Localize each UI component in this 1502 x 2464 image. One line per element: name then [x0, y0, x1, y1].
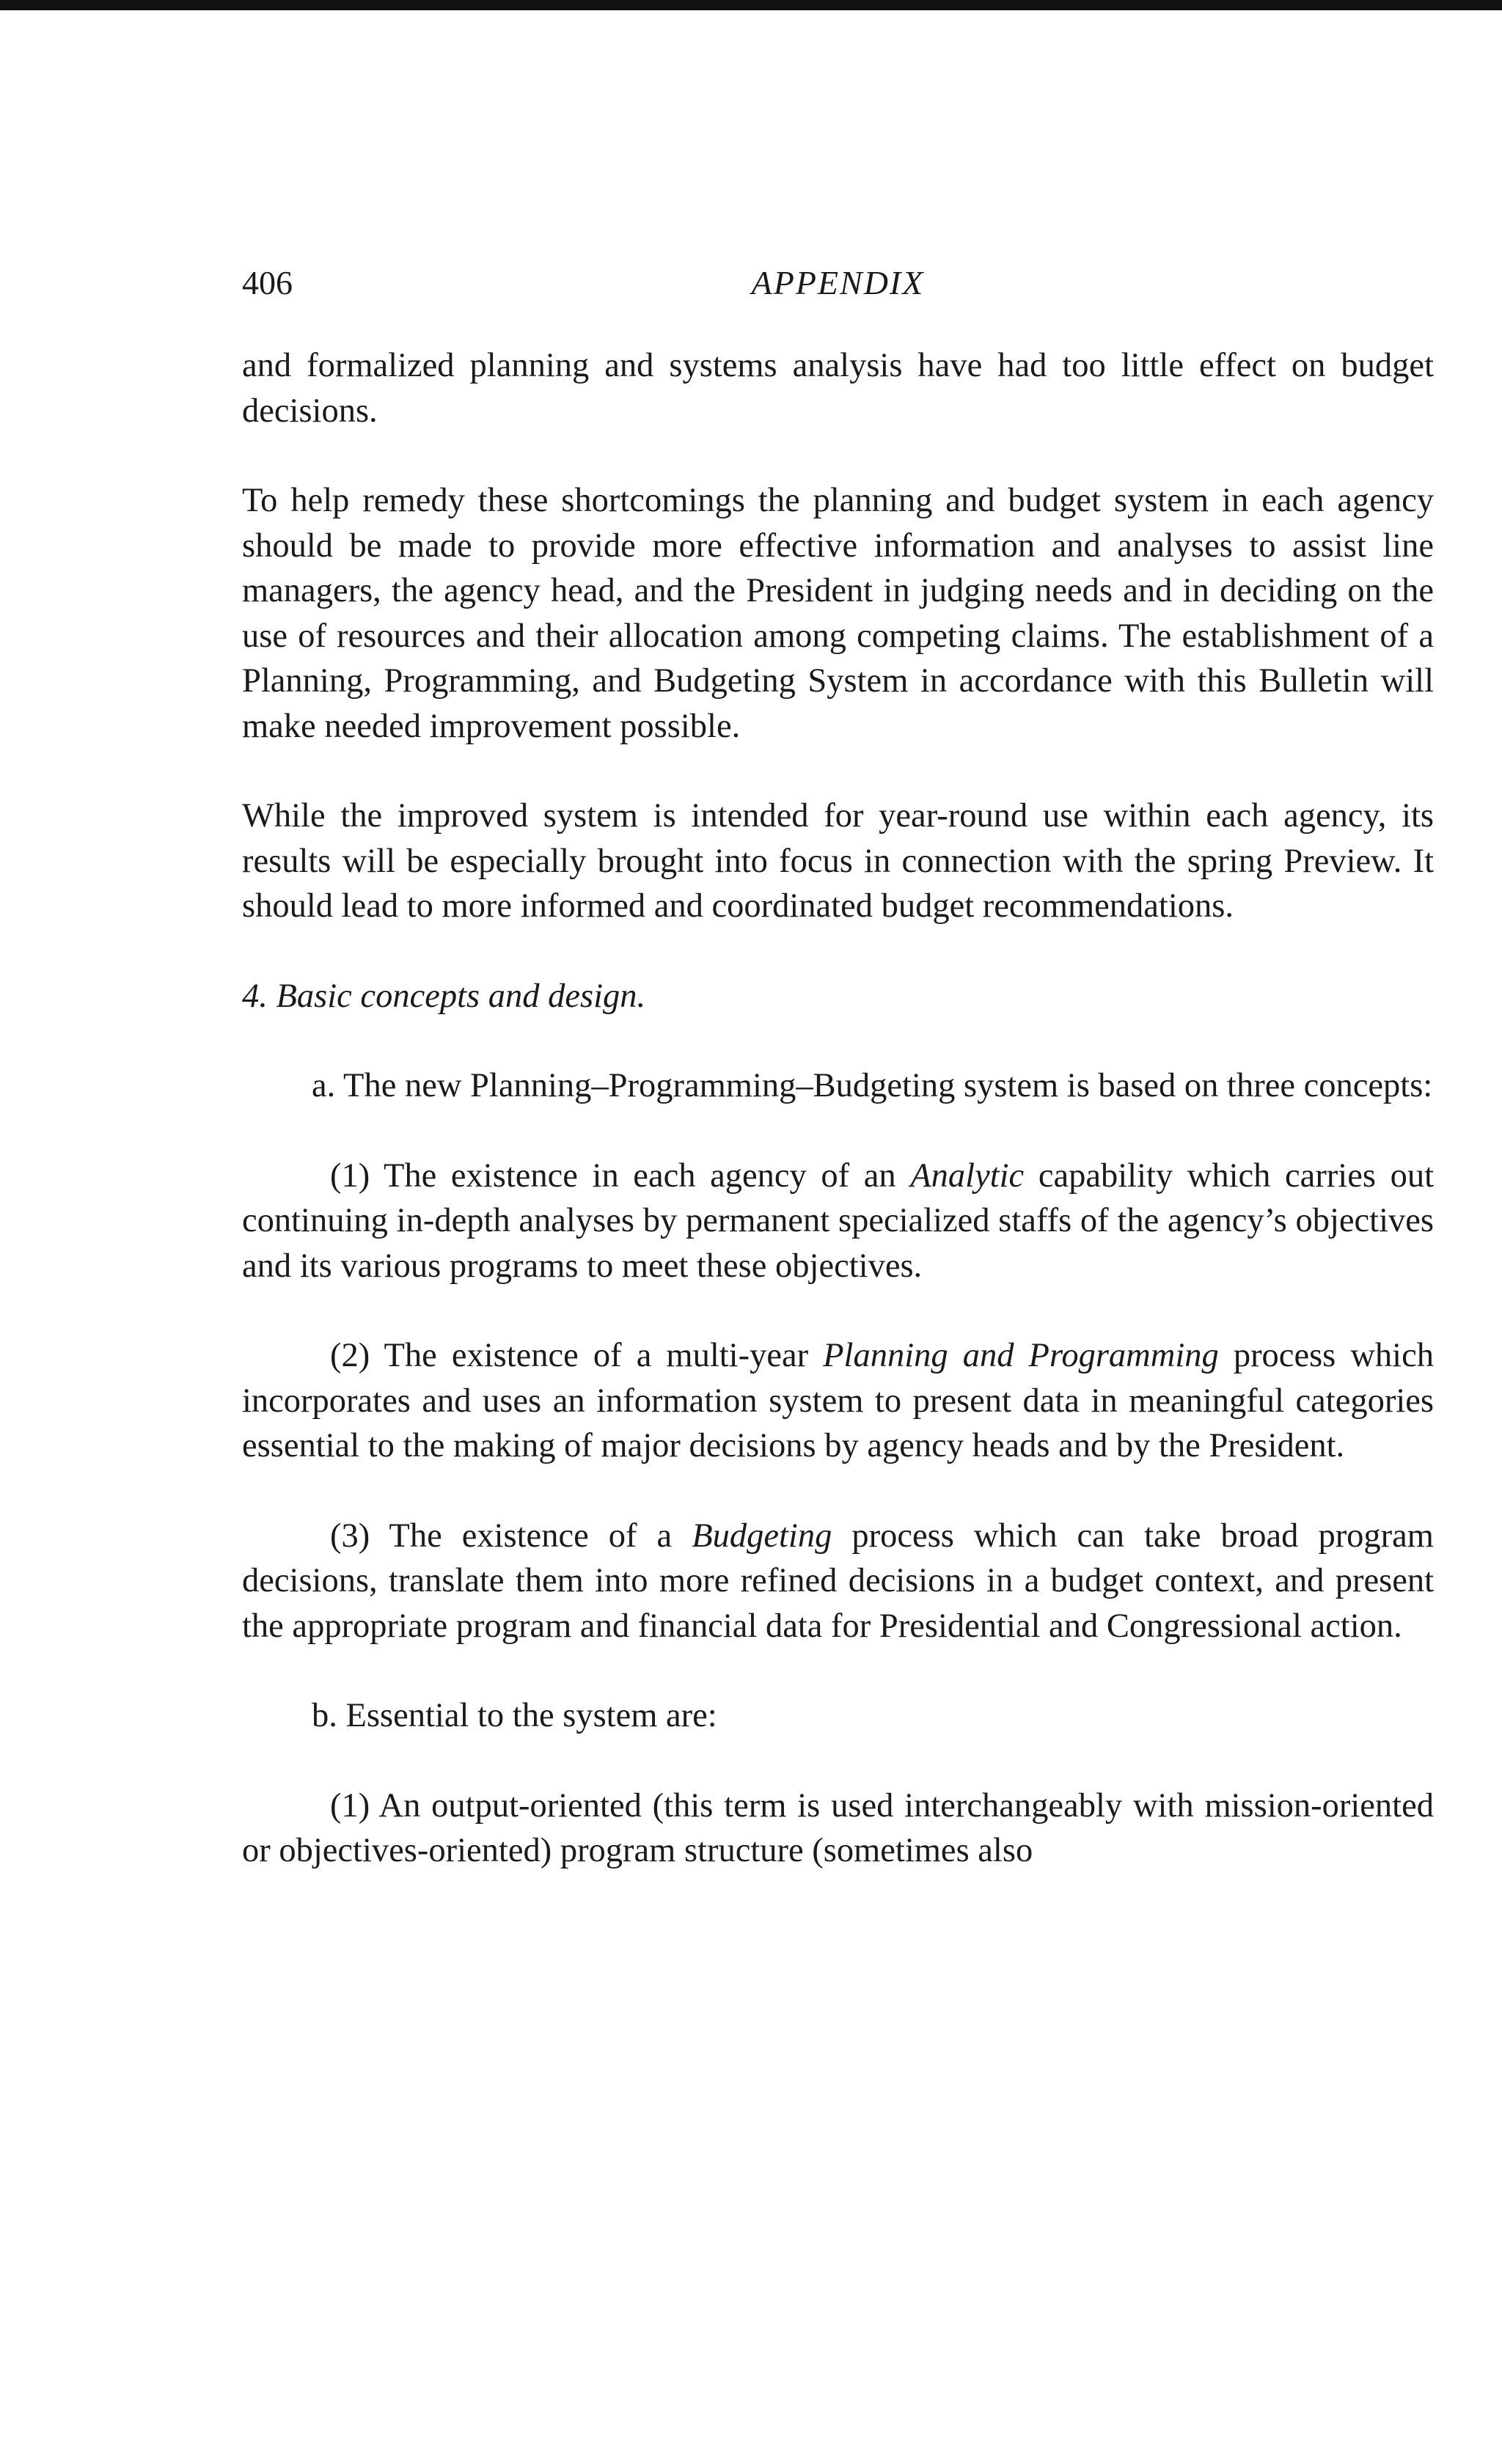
- paragraph-a1: [242, 1154, 1434, 1289]
- a1-text-after: capability which carries out continuing in-depth analyses by permanent specialized staffs of the agency’s objectives and its various programs to meet these objectives.: [242, 1156, 1434, 1285]
- paragraph-remedy: To help remedy these shortcomings the planning and budget system in each agency should be made to provide more effective information and analyses to assist line managers, the agency head, and the President in judging needs and in deciding on the use of resources and their allocation among competing claims. The establishment of a Planning, Programming, and Budgeting System in accordance with this Bulletin will make needed improvement possible.: [242, 482, 1434, 745]
- a3-text-before: (3) The existence of a: [330, 1517, 692, 1555]
- paragraph-a2: [242, 1333, 1434, 1469]
- page-header: [242, 261, 1434, 305]
- paragraph-a3: [242, 1514, 1434, 1649]
- a2-emphasis: Planning and Programming: [823, 1337, 1219, 1374]
- a3-text-after: process which can take broad program decisions, translate them into more refined decisions in a budget context, and present the appropriate program and financial data for Presidential and Congressional action.: [242, 1517, 1434, 1645]
- running-head: APPENDIX: [751, 264, 925, 301]
- paragraph-year-round: While the improved system is intended for year-round use within each agency, its results will be especially brought into focus in connection with the spring Preview. It should lead to more informed and coordinated budget recommendations.: [242, 797, 1434, 925]
- a2-text-after: process which incorporates and uses an information system to present data in meaningful categories essential to the making of major decisions by agency heads and by the President.: [242, 1337, 1434, 1464]
- top-border-rule: [0, 0, 1502, 10]
- paragraph-b1: (1) An output-oriented (this term is used interchangeably with mission-oriented or objectives-oriented) program structure (sometimes also: [242, 1786, 1434, 1869]
- paragraph-b-intro: b. Essential to the system are:: [312, 1697, 717, 1734]
- a2-text-before: (2) The existence of a multi-year: [330, 1337, 824, 1374]
- a1-text-before: (1) The existence in each agency of an: [330, 1156, 911, 1195]
- a3-emphasis: Budgeting: [692, 1517, 832, 1555]
- page-body: [242, 343, 1434, 1874]
- a1-emphasis: Analytic: [910, 1156, 1025, 1195]
- section-heading: 4. Basic concepts and design.: [242, 977, 646, 1015]
- paragraph-a-intro: a. The new Planning–Programming–Budgeting system is based on three concepts:: [312, 1067, 1433, 1104]
- paragraph-continuation: and formalized planning and systems analysis have had too little effect on budget decisions.: [242, 347, 1434, 430]
- page-number: 406: [242, 264, 293, 301]
